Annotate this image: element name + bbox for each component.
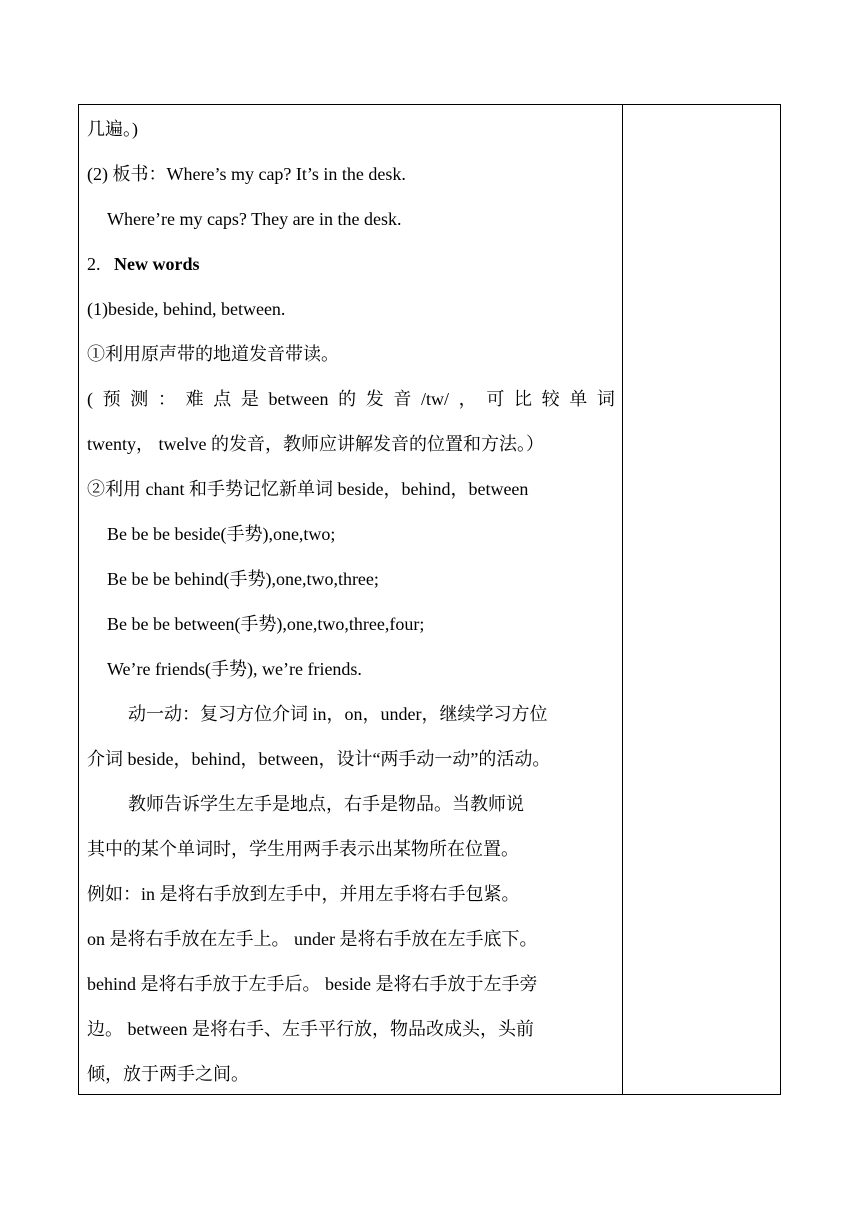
word: 预 <box>102 389 121 409</box>
text-line-3: Where’re my caps? They are in the desk. <box>107 209 402 229</box>
text-line-9: ②利用 chant 和手势记忆新单词 beside，behind，between <box>87 479 529 499</box>
word: between <box>268 389 329 409</box>
word: 点 <box>213 389 232 409</box>
section-number: 2. <box>87 254 101 274</box>
text-line-22: 倾，放于两手之间。 <box>87 1064 249 1084</box>
word: 较 <box>541 389 560 409</box>
column-divider <box>622 104 623 1095</box>
text-line-17: 其中的某个单词时，学生用两手表示出某物所在位置。 <box>87 839 519 859</box>
chant-line-1: Be be be beside(手势),one,two; <box>107 524 336 544</box>
text-line-2: (2) 板书：Where’s my cap? It’s in the desk. <box>87 164 406 184</box>
word: 发 <box>365 389 384 409</box>
text-line-16: 教师告诉学生左手是地点，右手是物品。当教师说 <box>128 794 524 814</box>
text-line-5: (1)beside, behind, between. <box>87 299 286 319</box>
word: ： <box>157 389 176 409</box>
text-line-14: 动一动：复习方位介词 in，on，under，继续学习方位 <box>128 704 548 724</box>
word: 单 <box>569 389 588 409</box>
word: 比 <box>513 389 532 409</box>
word: 音 <box>393 389 412 409</box>
word: 测 <box>130 389 149 409</box>
word: 的 <box>338 389 357 409</box>
text-line-15: 介词 beside，behind，between，设计“两手动一动”的活动。 <box>87 749 551 769</box>
text-line-8: twenty， twelve 的发音，教师应讲解发音的位置和方法。） <box>87 434 544 454</box>
word: 可 <box>486 389 505 409</box>
text-line-1: 几遍。) <box>87 119 138 139</box>
chant-line-2: Be be be behind(手势),one,two,three; <box>107 569 379 589</box>
text-line-20: behind 是将右手放于左手后。 beside 是将右手放于左手旁 <box>87 974 538 994</box>
chant-line-3: Be be be between(手势),one,two,three,four; <box>107 614 425 634</box>
text-line-7 <box>87 387 615 411</box>
word: ( <box>87 389 93 409</box>
text-line-19: on 是将右手放在左手上。 under 是将右手放在左手底下。 <box>87 929 538 949</box>
section-title: New words <box>114 254 200 274</box>
word: /tw/ <box>421 389 450 409</box>
chant-line-4: We’re friends(手势), we’re friends. <box>107 659 362 679</box>
word: 词 <box>596 389 615 409</box>
word: ， <box>458 389 477 409</box>
word: 是 <box>240 389 259 409</box>
word: 难 <box>185 389 204 409</box>
section-heading <box>87 252 200 276</box>
text-line-6: ①利用原声带的地道发音带读。 <box>87 344 339 364</box>
text-line-18: 例如：in 是将右手放到左手中，并用左手将右手包紧。 <box>87 884 520 904</box>
text-line-21: 边。 between 是将右手、左手平行放，物品改成头，头前 <box>87 1019 534 1039</box>
